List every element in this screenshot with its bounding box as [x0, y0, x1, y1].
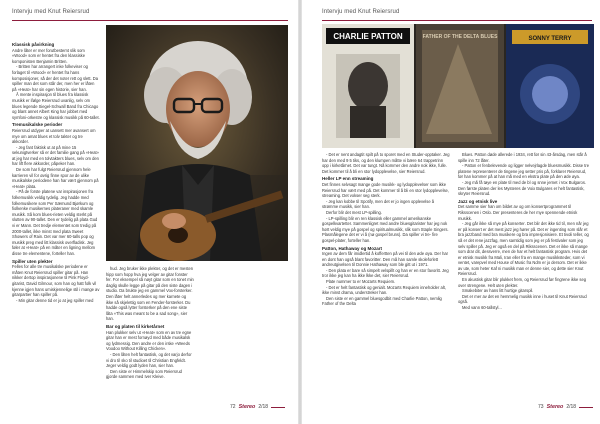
body-paragraph: - Min gitar denne tid er jo at jeg spiller med — [16, 297, 94, 303]
body-paragraph: Reiersrud utdyper at uansett mer avansert om mye om amat blues et tolv takter og tre akkorder. — [12, 127, 96, 145]
album-cover-third — [506, 24, 594, 148]
album-covers-image — [322, 24, 594, 148]
body-paragraph: - Jeg kan kobbe til Spotify, men det er jo ingen opplevelse å strømme musikk, sier han. — [322, 198, 435, 210]
running-head-left: Intervju med Knut Reiersrud — [12, 9, 90, 15]
body-paragraph: Det finnes selvsagt mange gode musikk- og lydopplevelser som ikke Reiersrud har vært med på. Det kommer til å bli en stor lydopplevelse, streaming. Det vokser seg sterk. — [322, 181, 449, 199]
body-paragraph: Plate nummer to er Mozarts Requiem. — [326, 279, 396, 285]
body-paragraph: hud. Jeg bruker ikke plekter, og det er mesten hipp som hopp hva jeg velger av gitar fonster fer. For eksempel så nøyt gitar som en tonet min daglig skulle legge på gitar på den siste dagen i studio. Da brukte jeg en gammel Vox-forsterker. Den låter helt annerledes og mer karnete og ikke så skjelettig som en Fender-forsterker. Du hadde også lytter forsterker på den ene siste låta «This was meant to be a sad song», sier han. — [106, 266, 194, 322]
body-paragraph: Det er mer av det en hemmelig musikk inne i huset til Knut Reiersrud også. — [458, 293, 587, 305]
head-rule-right — [322, 20, 592, 21]
subheading: Tremusikalske perioder — [12, 122, 63, 128]
album-covers-photo — [322, 24, 594, 148]
running-head-right: Intervju med Knut Reiersrud — [322, 9, 400, 15]
body-paragraph: - LP-spilling blir en ren klassisk eller gammel amerikanske gospelkvartetter. Sammenligret med andre bluesgitarister har jeg nok hørt veldig mye på gospel og spiritualmusikk, slik som Staple Singers. Plasmålegene det er vi å (nø gospel bruns). Da spiller vi tre- fire gospel-plater, forteller han. — [322, 215, 449, 243]
folio-rule — [579, 407, 593, 408]
album-label-patton: CHARLIE PATTON — [333, 32, 403, 41]
folio-page-number: 72 — [230, 404, 236, 410]
body-paragraph: Andre låter er mer forutbestemt slik som «Wood» som er hentet fra den klassiske komponisten Benjamin Britten. — [12, 47, 85, 64]
body-paragraph: Smakebiter av hans litt hurtige gitarspil. — [462, 288, 534, 294]
body-paragraph: Å mente inspirasjon til blues fra klassisk musikk er ifølge Reiersrud uvanlig, selv om blues legende Siegel-Schwall Band fra Chicago og blant annet Albert King har jobbet med symfoni-orkestre og klassisk musikk på 60-tallet. — [12, 92, 100, 120]
right-column-1 — [322, 152, 450, 307]
subheading: Bar og platen til kirketårnet — [106, 323, 165, 329]
body-paragraph: - Britten har arrangert inke folkeviser og forlaget til «Wood» er hentet fra hans komposisjoner, så der det noter rett og slett. Da spiller man det som står der, men her er låten på «Heat» har sin egen historie, sier han. — [12, 64, 99, 92]
body-paragraph: De som har fulgt Reiersrud gjennom hele karrieren vil for øvrig finne spor av de ulike musikalske periodene han har vært gjennom på «Heat» plata. — [12, 167, 99, 189]
body-paragraph: Han plukker selv ut «Heat» som en av tre egne gitar han er mest fornøyd med både musikalsk og lydmessig. Den andre er den irske «Weeds Voodoo Without Killing Chicken». — [106, 329, 192, 352]
body-paragraph: - Den plata er bare så simpelt velspillt og han er en stor favoritt. Jeg tror ikke jeg kan ha ikke lkke det, sier Reiersrud. — [322, 267, 449, 279]
album-cover-father-of-delta — [416, 24, 504, 148]
folio-magazine-name: Stereo — [546, 404, 564, 410]
subheading: Spiller uten plekter — [12, 258, 53, 264]
folio-rule — [271, 407, 285, 408]
body-paragraph: Den siste er Himmelskip som Reiersrud gjorde sammen med Iver Kleive. — [106, 368, 182, 380]
body-paragraph: - Den låten helt fantastisk, og det varjo derfor vi dro til sko til studioet til Christian Engfeldt. Jeger veldig godt lyden han, sier han. — [106, 351, 192, 369]
body-paragraph: En akustisk gitar blir plukket frem, og Reiersrud før fingrene ikke seg over strengene. Helt uten plekter. — [458, 277, 586, 288]
body-paragraph: Det samme sier han om bildet av og om konsertprogrammet til Riksscenen i Oslo. Der presenteres de her mye spennende etnisk musikk. — [458, 204, 578, 221]
right-page — [302, 0, 600, 424]
folio-magazine-name: Stereo — [238, 404, 256, 410]
left-column-1 — [12, 42, 100, 303]
body-paragraph: - Jeg går ikke så mye på konserter. Det blir det ikke tid til, men når jeg er på konsert er det mest jazz jeg hører på. Det er ingenting som slår et bra jazzband med bra musikere og bra impresjonisiere. Et tivoli teller, og så er det rene jazzfag, men samtidig som jeg er på festivaler som jeg selv spiller på. Jeg er også en del på Riksscenen. Det er ikke så mange som drar dit, dessverre, men de har et helt fantastisk program. Hvis det er etnisk musikk fra Mali, Iran eller fra en mange musikksteder, som vi ventet, varepvel med House of Music fra Ndm er jo dersom. Det er ikke av ute, som heter Kaf ni musikk man er denne sier, og dette sier Knut Reiersrud. — [458, 221, 589, 277]
subheading: Patton, Hathaway og Mozart — [322, 245, 383, 251]
body-paragraph: - Jeg fant faktisk ut at på mine 15 sekunigtverker så er det familie gang på «Heat» at jeg har med en tolvtakters blues, selv om den har lift flere akkorder, påpeker han. — [12, 144, 99, 167]
body-paragraph: Felles for alle tre musikalske periodene er måten Knut Reiersrud spiller gitar på. Han nikker dertop inspirasjonene til Pink Floyd-gitarist, David Gilmour, som han og hatt folk vil kjenne igjen hans umiskjennelige stil i mange av gitarpartier han spiller på. — [12, 264, 100, 298]
body-paragraph: - Jeg må få tøye en plate til med de bl og snne jernet i Vox Bulgaros. Den første platen der les Mysteres de Voix Bulgares er helt fantastisk, skryter Reiersrud. — [458, 179, 587, 197]
body-paragraph: Ingen av dem får imidlertid å koffertten på vei til den øde øya. Der har en dont han også blant favoritter. Den må han samle skoleforlett andreutgivelsen til Donnie Hathaway som ble gitt ut i 1971. — [322, 251, 448, 268]
body-paragraph: - Det er nent andagtit spilt på to sporet med en Studer-opptaker. Jeg har den med 9 5 tiks, og den klumpen måtte vi bære 64 trappetrinn opp i kirketårnet. Det var tungt. Nå kommer den andre nok ikke, fulle. Det kommer til å bli en stor lydopplevelse, sier Reiersrud. — [322, 152, 450, 174]
folio-right — [538, 404, 593, 410]
body-paragraph: - På de forste platene var inspirasjonen fra folkemusikk veldig tydelig. Jeg hadde med folkemusikere som Per Sæmund Bjørkum og fiolkenke musikernes plateraner med skamle musikk. Så kom blues-rieten veldig sterkt på slutten av 90-tallet. Den er tydelig på plata Gud vi er Mann. Det tredje elementet som tredig på 2000-tallet, ikke minst med plata Sweet Showers of Rain. Det var mer 60-talls pop og musikk preg med litt klassisk overfladisk. Jeg føler at «Heat» på en måter en ligning mellom disse tre elementene, forteller han. — [12, 189, 98, 256]
subheading: Klassisk påvirkning — [12, 42, 55, 47]
left-column-2 — [106, 266, 194, 380]
body-paragraph: Den siste er en gammel bluesgodbit med Charlie Patton, nemlig Father of the Delta — [322, 295, 442, 307]
left-page — [0, 0, 298, 424]
folio-issue: 2/18 — [258, 404, 269, 410]
album-cover-charlie-patton — [322, 24, 414, 148]
body-paragraph: Derfor blir det mest LP-spilling. — [326, 209, 382, 215]
body-paragraph: - Patton er fenbelevende og ligger nelvejrlagde bluesmusikk. Disse tre platene representerer de tingene jeg setter pris på, forklarer Reiersrud, før han kommer på at han må med en ekstra plate på den øde øya. — [458, 163, 589, 180]
body-paragraph: Med vann 60-tallstyl... — [462, 305, 502, 311]
album-label-delta: FATHER OF THE DELTA BLUES — [422, 34, 498, 40]
folio-issue: 2/18 — [566, 404, 577, 410]
subheading: Heller LP enn streaming — [322, 176, 374, 182]
right-column-2 — [458, 152, 590, 311]
folio-page-number: 73 — [538, 404, 544, 410]
subheading: Jazz og etnisk live — [458, 198, 498, 204]
folio-left — [230, 404, 285, 410]
album-label-third: SONNY TERRY — [528, 36, 572, 42]
portrait-photo-image — [106, 25, 288, 261]
body-paragraph: - Det er helt fantastisk og genialt. Mozarts Requiem inneholder alt, ikke minst drama, understreker han. — [322, 284, 446, 296]
head-rule-left — [12, 20, 288, 21]
portrait-photo — [106, 25, 288, 261]
body-paragraph: Blues. Patton døde allerede i 1934, rett før sin 43-årsdag, men står å spille inn 72 låter. — [458, 152, 587, 163]
